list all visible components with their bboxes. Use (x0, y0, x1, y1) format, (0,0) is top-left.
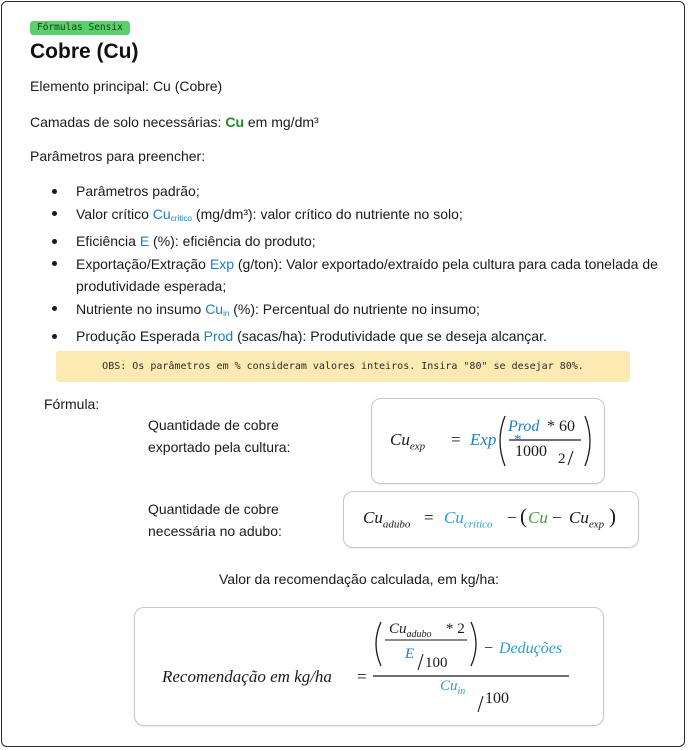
layers-prefix: Camadas de solo necessárias: (30, 114, 226, 130)
param-subscript: crítico (170, 213, 193, 223)
param-description: (sacas/ha): Produtividade que se deseja alcançar. (233, 328, 547, 344)
param-symbol: Cu (205, 300, 224, 317)
param-text: Parâmetros padrão; (76, 183, 200, 199)
eq2-equals: = (424, 508, 434, 527)
eq2-minus2: − (552, 508, 562, 527)
eq1-lhs: $Cu_{exp}$ (390, 430, 426, 453)
eq1-exp: Exp (470, 430, 497, 449)
param-description: (%): eficiência do produto; (149, 233, 316, 249)
param-text: Valor crítico (76, 205, 153, 222)
eq3-cuadubo: $Cu_{adubo}$ (389, 621, 432, 640)
param-symbol: Cu (152, 205, 171, 222)
adubo-label (148, 498, 282, 542)
eq1-prod: Prod (508, 418, 540, 435)
eq2-critical: $Cu_{crítico}$ (444, 508, 493, 531)
param-symbol: Prod (203, 328, 234, 344)
formula-box-adubo (343, 491, 639, 548)
eq3-times2: * 2 (446, 621, 465, 637)
param-item-production (76, 325, 666, 348)
param-description: (%): Percentual do nutriente no insumo; (229, 300, 480, 317)
param-description: (g/ton): Valor exportado/extraído pela cultura para cada tonelada de produtividade esperada; (76, 255, 658, 294)
eq2-cuexp: $Cu_{exp}$ (569, 508, 605, 531)
eq3-e: E (405, 646, 415, 662)
param-item-export (76, 253, 666, 298)
eq3-hundred2: 100 (485, 690, 509, 707)
page-title: Cobre (Cu) (30, 40, 139, 63)
adubo-label-line: necessária no adubo: (148, 523, 282, 539)
eq2-minus: − (507, 508, 517, 527)
formula-box-recommendation (134, 607, 604, 726)
exp-label-line: Quantidade de cobre (148, 417, 279, 433)
param-item-default (76, 180, 666, 203)
eq2-lhs: $Cu_{adubo}$ (363, 508, 411, 531)
eq3-minus: − (484, 640, 494, 657)
eq1-den: 1000 (515, 443, 547, 460)
recommendation-label: Valor da recomendação calculada, em kg/ha: (219, 571, 499, 587)
param-text: Produção Esperada (76, 328, 204, 344)
params-heading: Parâmetros para preencher: (30, 148, 206, 164)
eq3-equals: = (357, 667, 367, 686)
exp-label-line: exportado pela cultura: (148, 439, 291, 455)
eq1-den2: 2 (558, 451, 566, 467)
eq3-lhs: Recomendação em kg/ha (162, 667, 332, 686)
param-item-input-nutrient (76, 298, 666, 326)
formula-heading: Fórmula: (44, 396, 100, 412)
layers-suffix: em mg/dm³ (244, 114, 319, 130)
param-symbol: Exp (209, 255, 234, 272)
eq2-rparen: ) (609, 504, 616, 528)
param-item-efficiency (76, 230, 666, 253)
param-text: Exportação/Extração (76, 255, 210, 272)
eq1-times60: * 60 (547, 418, 575, 435)
param-item-critical (76, 203, 666, 231)
eq2-cu: Cu (528, 508, 548, 527)
layers-line (30, 114, 319, 130)
eq2-lparen: ( (520, 504, 527, 528)
param-text: Eficiência (76, 233, 140, 249)
formula-box-exp (371, 398, 605, 484)
layers-symbol: Cu (225, 114, 244, 130)
element-line: Elemento principal: Cu (Cobre) (30, 78, 223, 94)
param-subscript: in (223, 308, 230, 318)
exp-label (148, 414, 290, 458)
params-list (30, 180, 666, 348)
eq1-times: * (514, 432, 522, 448)
eq3-deducoes: Deduções (499, 640, 563, 657)
param-description: (mg/dm³): valor crítico do nutriente no solo; (192, 205, 463, 222)
param-text: Nutriente no insumo (76, 300, 206, 317)
category-badge: Fórmulas Sensix (30, 21, 130, 35)
adubo-label-line: Quantidade de cobre (148, 501, 279, 517)
eq3-cuin: $Cu_{in}$ (440, 678, 466, 697)
eq3-hundred1: 100 (425, 655, 448, 671)
obs-note: OBS: Os parâmetros em % consideram valores inteiros. Insira "80" se desejar 80%. (56, 351, 630, 382)
param-symbol: E (139, 233, 150, 249)
eq1-equals: = (451, 430, 461, 449)
